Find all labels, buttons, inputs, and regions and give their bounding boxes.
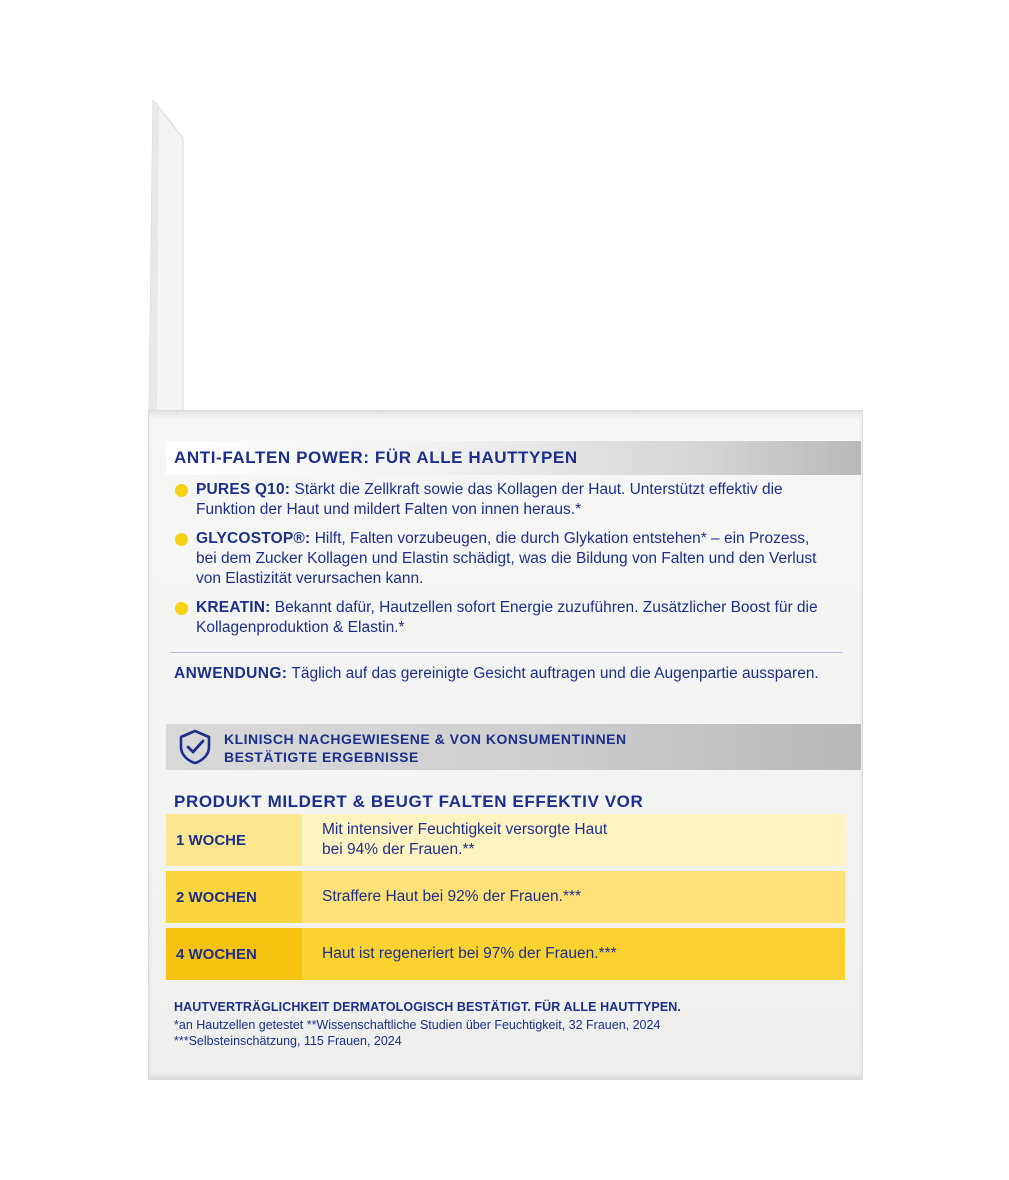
result-description xyxy=(322,871,835,923)
ingredient-item-kreatin xyxy=(174,598,834,638)
usage-instructions xyxy=(174,664,834,684)
ingredient-list xyxy=(174,480,834,647)
footnote-2: ***Selbsteinschätzung, 115 Frauen, 2024 xyxy=(174,1034,402,1048)
claim-text xyxy=(224,730,744,766)
box-flap xyxy=(147,100,187,412)
claim-line-1: KLINISCH NACHGEWIESENE & VON KONSUMENTINNEN xyxy=(224,731,627,747)
result-duration: 2 WOCHEN xyxy=(166,871,302,923)
chevron-right-icon xyxy=(278,928,304,980)
footnote-1: *an Hautzellen getestet **Wissenschaftliche Studien über Feuchtigkeit, 32 Frauen, 2024 xyxy=(174,1018,661,1032)
section-title: ANTI-FALTEN POWER: FÜR ALLE HAUTTYPEN xyxy=(174,448,578,467)
ingredient-key: PURES Q10: xyxy=(196,481,291,498)
ingredient-item-glycostop xyxy=(174,529,834,589)
result-row-4-weeks xyxy=(166,928,845,980)
result-duration: 4 WOCHEN xyxy=(166,928,302,980)
ingredient-item-q10 xyxy=(174,480,834,520)
claim-line-2: BESTÄTIGTE ERGEBNISSE xyxy=(224,749,419,765)
box-top-rim xyxy=(149,411,862,419)
result-description xyxy=(322,814,835,866)
result-duration: 1 WOCHE xyxy=(166,814,302,866)
chevron-right-icon xyxy=(278,814,304,866)
ingredient-text: Hilft, Falten vorzubeugen, die durch Glykation entstehen* – ein Prozess, bei dem Zucker Kollagen und Elastin schädigt, was die Bildung von Falten und den Verlust von Elastizität verursachen kann. xyxy=(196,530,817,587)
chevron-right-icon xyxy=(278,871,304,923)
result-line-1: Straffere Haut bei 92% der Frauen.*** xyxy=(322,888,582,905)
result-line-1: Haut ist regeneriert bei 97% der Frauen.*** xyxy=(322,945,617,962)
ingredient-text: Bekannt dafür, Hautzellen sofort Energie zuzuführen. Zusätzlicher Boost für die Kollagenproduktion & Elastin.* xyxy=(196,599,818,636)
result-line-1: Mit intensiver Feuchtigkeit versorgte Haut xyxy=(322,821,608,838)
results-title: PRODUKT MILDERT & BEUGT FALTEN EFFEKTIV VOR xyxy=(174,792,644,811)
ingredient-key: KREATIN: xyxy=(196,599,271,616)
bullet-dot-icon xyxy=(175,602,188,615)
bullet-dot-icon xyxy=(175,533,188,546)
ingredient-key: GLYCOSTOP®: xyxy=(196,530,311,547)
result-line-2: bei 94% der Frauen.** xyxy=(322,841,475,858)
result-row-1-week xyxy=(166,814,845,866)
usage-label: ANWENDUNG: xyxy=(174,665,288,682)
ingredient-text: Stärkt die Zellkraft sowie das Kollagen der Haut. Unterstützt effektiv die Funktion der Haut und mildert Falten von innen heraus.* xyxy=(196,481,783,518)
footer-heading: HAUTVERTRÄGLICHKEIT DERMATOLOGISCH BESTÄTIGT. FÜR ALLE HAUTTYPEN. xyxy=(174,1000,681,1014)
divider xyxy=(170,652,842,653)
usage-text: Täglich auf das gereinigte Gesicht auftragen und die Augenpartie aussparen. xyxy=(287,665,819,682)
shield-check-icon xyxy=(176,728,214,766)
bullet-dot-icon xyxy=(175,484,188,497)
result-description xyxy=(322,928,835,980)
footer-notes xyxy=(174,1017,814,1049)
result-row-2-weeks xyxy=(166,871,845,923)
